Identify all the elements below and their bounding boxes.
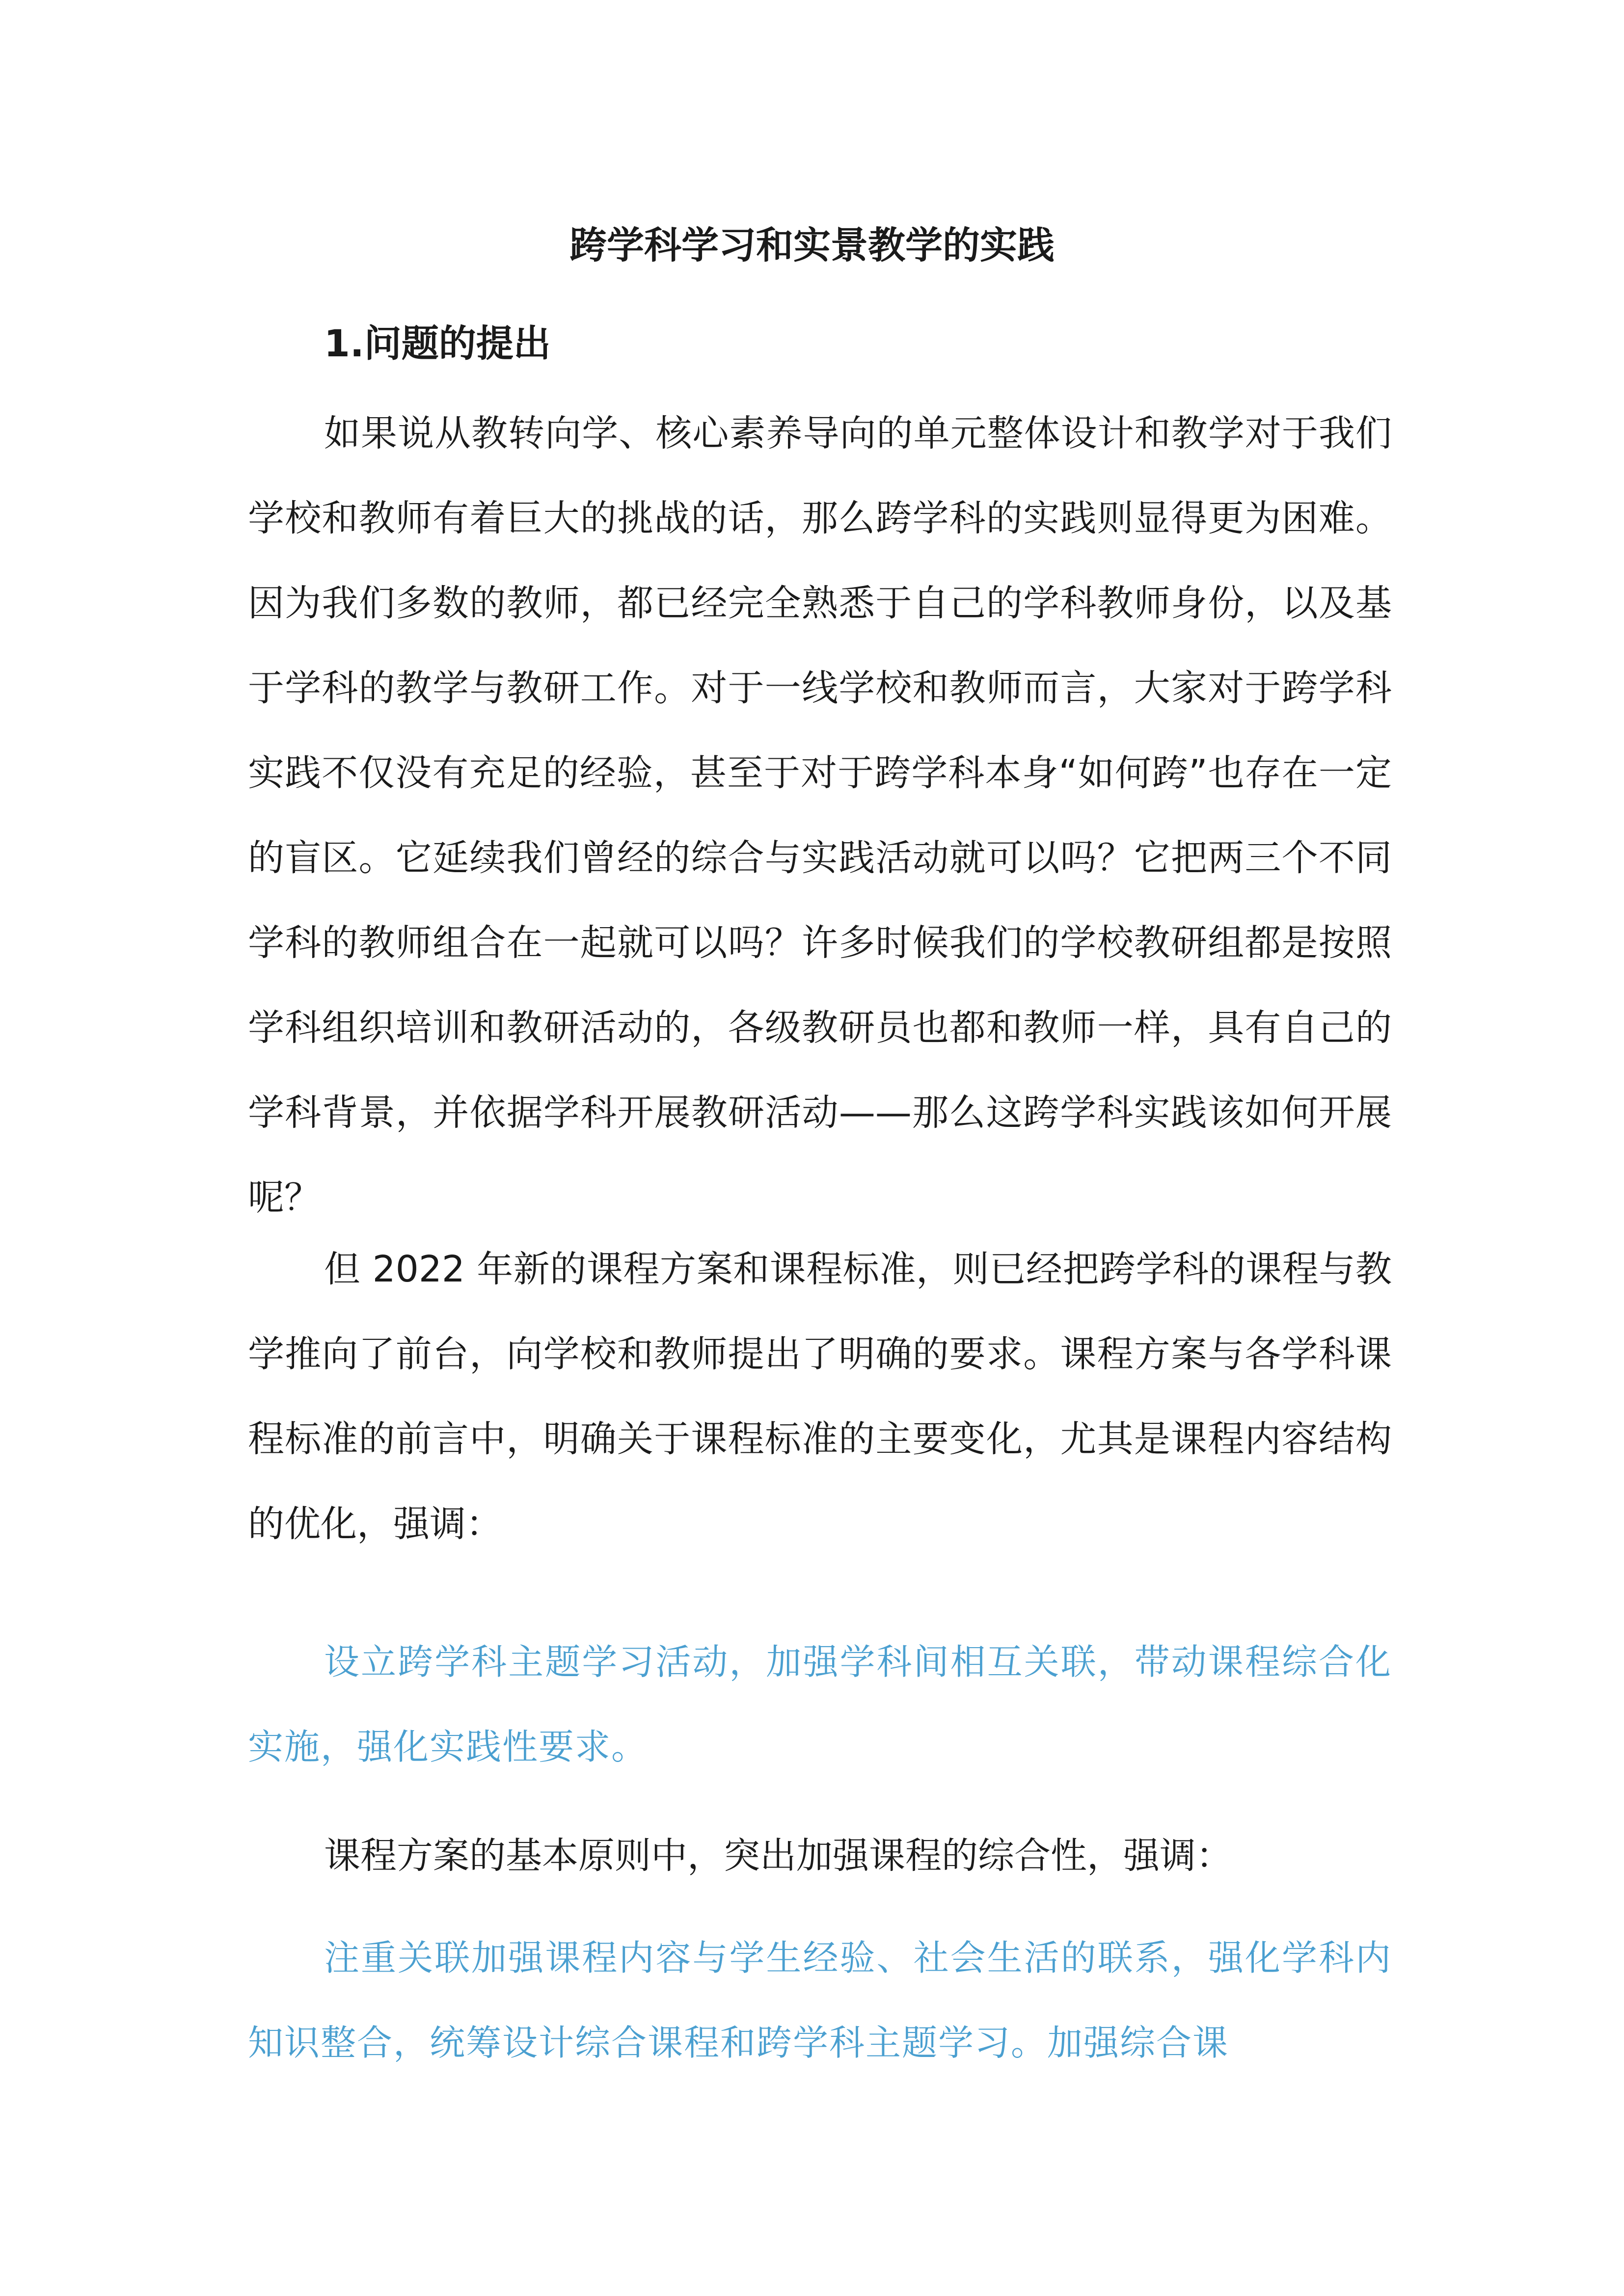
paragraph-1: 如果说从教转向学、核心素养导向的单元整体设计和教学对于我们学校和教师有着巨大的挑战的话，那么跨学科的实践则显得更为困难。因为我们多数的教师，都已经完全熟悉于自己的学科教师身份，以及基于学科的教学与教研工作。对于一线学校和教师而言，大家对于跨学科实践不仅没有充足的经验，甚至于对于跨学科本身“如何跨”也存在一定的盲区。它延续我们曾经的综合与实践活动就可以吗？它把两三个不同学科的教师组合在一起就可以吗？许多时候我们的学校教研组都是按照学科组织培训和教研活动的，各级教研员也都和教师一样，具有自己的学科背景，并依据学科开展教研活动——那么这跨学科实践该如何开展呢？ bbox=[248, 412, 1392, 1219]
paragraph-3: 课程方案的基本原则中，突出加强课程的综合性，强调： bbox=[324, 1835, 1232, 1877]
section-heading: 1.问题的提出 bbox=[324, 321, 551, 365]
document-title: 跨学科学习和实景教学的实践 bbox=[569, 223, 1055, 267]
quote-1: 设立跨学科主题学习活动，加强学科间相互关联，带动课程综合化实施，强化实践性要求。 bbox=[248, 1641, 1392, 1767]
quote-2: 注重关联加强课程内容与学生经验、社会生活的联系，强化学科内知识整合，统筹设计综合课程和跨学科主题学习。加强综合课 bbox=[248, 1937, 1392, 2063]
paragraph-2: 但 2022 年新的课程方案和课程标准，则已经把跨学科的课程与教学推向了前台，向学校和教师提出了明确的要求。课程方案与各学科课程标准的前言中，明确关于课程标准的主要变化，尤其是课程内容结构的优化，强调： bbox=[248, 1248, 1392, 1545]
